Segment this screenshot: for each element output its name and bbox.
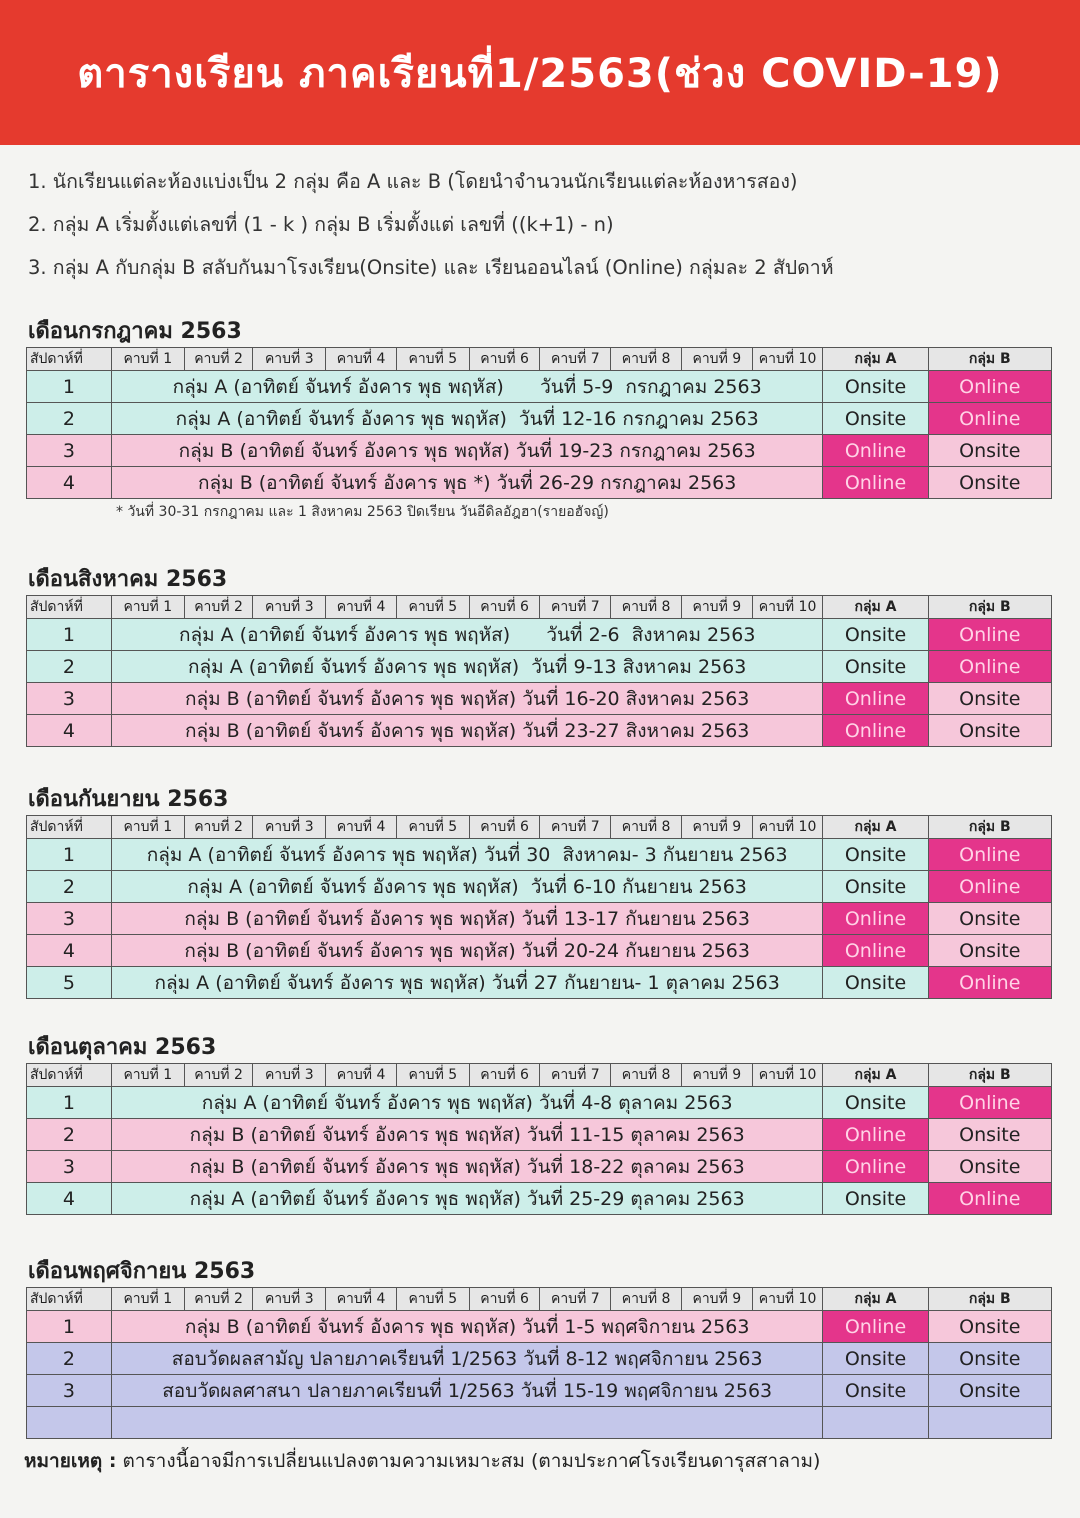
month-title: เดือนกรกฎาคม 2563 — [28, 319, 242, 344]
header-period: คาบที่ 2 — [184, 596, 253, 619]
header-period: คาบที่ 1 — [111, 816, 184, 839]
table-row — [27, 1343, 1052, 1375]
week-number: 1 — [27, 371, 112, 403]
week-description: กลุ่ม A (อาทิตย์ จันทร์ อังคาร พุธ พฤหัส) วันที่ 12-16 กรกฎาคม 2563 — [111, 403, 823, 435]
remark-text: ตารางนี้อาจมีการเปลี่ยนแปลงตามความเหมาะสม (ตามประกาศโรงเรียนดารุสสาลาม) — [116, 1450, 821, 1472]
group-a-status: Online — [823, 467, 928, 499]
table-row — [27, 935, 1052, 967]
week-number: 4 — [27, 467, 112, 499]
header-period: คาบที่ 5 — [396, 596, 469, 619]
week-number: 4 — [27, 715, 112, 747]
month-section — [26, 318, 1052, 523]
header-period: คาบที่ 3 — [253, 348, 326, 371]
remark-label: หมายเหตุ : — [24, 1450, 117, 1472]
header-group-b: กลุ่ม B — [928, 816, 1051, 839]
group-a-status: Onsite — [823, 1183, 928, 1215]
week-description: กลุ่ม B (อาทิตย์ จันทร์ อังคาร พุธ พฤหัส) วันที่ 1-5 พฤศจิกายน 2563 — [111, 1311, 823, 1343]
rule-item: 3. กลุ่ม A กับกลุ่ม B สลับกันมาโรงเรียน(Onsite) และ เรียนออนไลน์ (Online) กลุ่มละ 2 สัปดาห์ — [28, 256, 834, 279]
header-group-b: กลุ่ม B — [928, 1288, 1051, 1311]
header-group-b: กลุ่ม B — [928, 596, 1051, 619]
header-period: คาบที่ 4 — [326, 816, 397, 839]
table-row — [27, 1375, 1052, 1407]
group-b-status: Online — [928, 403, 1051, 435]
header-period: คาบที่ 5 — [396, 1288, 469, 1311]
header-period: คาบที่ 8 — [611, 348, 682, 371]
header-group-a: กลุ่ม A — [823, 596, 928, 619]
week-number: 1 — [27, 619, 112, 651]
header-period: คาบที่ 7 — [540, 816, 611, 839]
group-a-status: Online — [823, 683, 928, 715]
header-period: คาบที่ 7 — [540, 348, 611, 371]
week-number: 3 — [27, 903, 112, 935]
rule-item: 2. กลุ่ม A เริ่มตั้งแต่เลขที่ (1 - k ) กลุ่ม B เริ่มตั้งแต่ เลขที่ ((k+1) - n) — [28, 213, 614, 236]
month-title: เดือนสิงหาคม 2563 — [28, 567, 228, 592]
table-row — [27, 371, 1052, 403]
table-row — [27, 903, 1052, 935]
week-description: กลุ่ม B (อาทิตย์ จันทร์ อังคาร พุธ พฤหัส) วันที่ 13-17 กันยายน 2563 — [111, 903, 823, 935]
header-period: คาบที่ 8 — [611, 596, 682, 619]
header-period: คาบที่ 4 — [326, 1288, 397, 1311]
header-period: คาบที่ 9 — [681, 1064, 752, 1087]
header-period: คาบที่ 6 — [469, 816, 540, 839]
week-description: กลุ่ม A (อาทิตย์ จันทร์ อังคาร พุธ พฤหัส) วันที่ 27 กันยายน- 1 ตุลาคม 2563 — [111, 967, 823, 999]
week-number: 5 — [27, 967, 112, 999]
week-description: กลุ่ม B (อาทิตย์ จันทร์ อังคาร พุธ พฤหัส) วันที่ 18-22 ตุลาคม 2563 — [111, 1151, 823, 1183]
group-a-status: Onsite — [823, 371, 928, 403]
header-period: คาบที่ 9 — [681, 816, 752, 839]
table-header-row — [27, 816, 1052, 839]
week-description: กลุ่ม A (อาทิตย์ จันทร์ อังคาร พุธ พฤหัส) วันที่ 2-6 สิงหาคม 2563 — [111, 619, 823, 651]
header-week: สัปดาห์ที่ — [27, 1288, 112, 1311]
header-period: คาบที่ 9 — [681, 1288, 752, 1311]
table-row — [27, 467, 1052, 499]
header-period: คาบที่ 10 — [752, 1288, 823, 1311]
header-period: คาบที่ 2 — [184, 816, 253, 839]
rules-list — [28, 160, 1058, 289]
header-period: คาบที่ 6 — [469, 596, 540, 619]
header-period: คาบที่ 5 — [396, 348, 469, 371]
header-period: คาบที่ 5 — [396, 1064, 469, 1087]
week-description: กลุ่ม B (อาทิตย์ จันทร์ อังคาร พุธ พฤหัส) วันที่ 19-23 กรกฎาคม 2563 — [111, 435, 823, 467]
header-period: คาบที่ 9 — [681, 348, 752, 371]
header-period: คาบที่ 4 — [326, 596, 397, 619]
month-footnote: * วันที่ 30-31 กรกฎาคม และ 1 สิงหาคม 2563 ปิดเรียน วันอีดิลอัฎฮา(รายอฮัจญ์) — [116, 504, 609, 520]
header-period: คาบที่ 6 — [469, 1064, 540, 1087]
group-b-status: Onsite — [928, 715, 1051, 747]
header-period: คาบที่ 6 — [469, 348, 540, 371]
header-period: คาบที่ 4 — [326, 348, 397, 371]
group-b-status — [928, 1407, 1051, 1439]
week-description — [111, 1407, 823, 1439]
week-description: กลุ่ม B (อาทิตย์ จันทร์ อังคาร พุธ พฤหัส) วันที่ 23-27 สิงหาคม 2563 — [111, 715, 823, 747]
month-title: เดือนกันยายน 2563 — [28, 787, 229, 812]
header-period: คาบที่ 3 — [253, 596, 326, 619]
group-b-status: Onsite — [928, 1151, 1051, 1183]
header-period: คาบที่ 1 — [111, 1288, 184, 1311]
header-period: คาบที่ 8 — [611, 816, 682, 839]
group-b-status: Onsite — [928, 1311, 1051, 1343]
group-a-status: Online — [823, 1151, 928, 1183]
schedule-table — [26, 1287, 1052, 1439]
group-b-status: Online — [928, 619, 1051, 651]
table-row — [27, 403, 1052, 435]
group-b-status: Online — [928, 839, 1051, 871]
week-number: 2 — [27, 1343, 112, 1375]
group-b-status: Online — [928, 371, 1051, 403]
table-header-row — [27, 1064, 1052, 1087]
header-week: สัปดาห์ที่ — [27, 348, 112, 371]
header-period: คาบที่ 7 — [540, 596, 611, 619]
week-number: 2 — [27, 1119, 112, 1151]
header-period: คาบที่ 7 — [540, 1288, 611, 1311]
remark-note — [24, 1446, 820, 1476]
header-period: คาบที่ 2 — [184, 1288, 253, 1311]
header-period: คาบที่ 1 — [111, 348, 184, 371]
week-description: สอบวัดผลศาสนา ปลายภาคเรียนที่ 1/2563 วันที่ 15-19 พฤศจิกายน 2563 — [111, 1375, 823, 1407]
table-header-row — [27, 348, 1052, 371]
header-week: สัปดาห์ที่ — [27, 1064, 112, 1087]
group-a-status: Onsite — [823, 1375, 928, 1407]
header-period: คาบที่ 10 — [752, 348, 823, 371]
group-b-status: Online — [928, 871, 1051, 903]
schedule-table — [26, 595, 1052, 747]
group-b-status: Online — [928, 967, 1051, 999]
week-description: สอบวัดผลสามัญ ปลายภาคเรียนที่ 1/2563 วันที่ 8-12 พฤศจิกายน 2563 — [111, 1343, 823, 1375]
week-number: 3 — [27, 683, 112, 715]
group-a-status: Onsite — [823, 839, 928, 871]
week-description: กลุ่ม B (อาทิตย์ จันทร์ อังคาร พุธ *) วันที่ 26-29 กรกฎาคม 2563 — [111, 467, 823, 499]
table-row — [27, 1119, 1052, 1151]
header-group-a: กลุ่ม A — [823, 348, 928, 371]
header-period: คาบที่ 10 — [752, 596, 823, 619]
header-period: คาบที่ 3 — [253, 1288, 326, 1311]
header-group-b: กลุ่ม B — [928, 1064, 1051, 1087]
week-number: 4 — [27, 935, 112, 967]
month-title: เดือนตุลาคม 2563 — [28, 1035, 217, 1060]
month-section — [26, 1034, 1052, 1215]
title-banner — [0, 0, 1080, 145]
week-description: กลุ่ม A (อาทิตย์ จันทร์ อังคาร พุธ พฤหัส) วันที่ 25-29 ตุลาคม 2563 — [111, 1183, 823, 1215]
week-number: 2 — [27, 871, 112, 903]
group-b-status: Onsite — [928, 1375, 1051, 1407]
week-number: 3 — [27, 1375, 112, 1407]
header-group-a: กลุ่ม A — [823, 1064, 928, 1087]
table-row — [27, 651, 1052, 683]
group-b-status: Onsite — [928, 1119, 1051, 1151]
schedule-table — [26, 1063, 1052, 1215]
group-a-status: Online — [823, 903, 928, 935]
group-b-status: Onsite — [928, 903, 1051, 935]
week-description: กลุ่ม B (อาทิตย์ จันทร์ อังคาร พุธ พฤหัส) วันที่ 11-15 ตุลาคม 2563 — [111, 1119, 823, 1151]
week-number: 2 — [27, 651, 112, 683]
group-a-status: Onsite — [823, 1087, 928, 1119]
table-header-row — [27, 596, 1052, 619]
header-week: สัปดาห์ที่ — [27, 816, 112, 839]
schedule-table — [26, 347, 1052, 499]
group-a-status: Onsite — [823, 619, 928, 651]
week-description: กลุ่ม A (อาทิตย์ จันทร์ อังคาร พุธ พฤหัส) วันที่ 30 สิงหาคม- 3 กันยายน 2563 — [111, 839, 823, 871]
week-number: 3 — [27, 1151, 112, 1183]
group-b-status: Online — [928, 651, 1051, 683]
header-group-a: กลุ่ม A — [823, 816, 928, 839]
header-period: คาบที่ 3 — [253, 1064, 326, 1087]
header-week: สัปดาห์ที่ — [27, 596, 112, 619]
header-period: คาบที่ 8 — [611, 1064, 682, 1087]
table-row — [27, 1151, 1052, 1183]
week-number: 1 — [27, 1087, 112, 1119]
table-row — [27, 1407, 1052, 1439]
group-a-status: Online — [823, 1119, 928, 1151]
group-b-status: Onsite — [928, 683, 1051, 715]
month-section — [26, 1258, 1052, 1439]
table-row — [27, 871, 1052, 903]
week-number: 1 — [27, 1311, 112, 1343]
month-section — [26, 786, 1052, 999]
week-number: 4 — [27, 1183, 112, 1215]
header-period: คาบที่ 4 — [326, 1064, 397, 1087]
group-a-status: Onsite — [823, 1343, 928, 1375]
header-period: คาบที่ 10 — [752, 1064, 823, 1087]
rule-item: 1. นักเรียนแต่ละห้องแบ่งเป็น 2 กลุ่ม คือ A และ B (โดยนำจำนวนนักเรียนแต่ละห้องหารสอง) — [28, 170, 798, 193]
header-group-b: กลุ่ม B — [928, 348, 1051, 371]
group-b-status: Online — [928, 1183, 1051, 1215]
table-row — [27, 619, 1052, 651]
group-a-status: Online — [823, 715, 928, 747]
table-row — [27, 839, 1052, 871]
week-description: กลุ่ม A (อาทิตย์ จันทร์ อังคาร พุธ พฤหัส) วันที่ 9-13 สิงหาคม 2563 — [111, 651, 823, 683]
month-section — [26, 566, 1052, 747]
header-period: คาบที่ 10 — [752, 816, 823, 839]
group-a-status: Onsite — [823, 651, 928, 683]
header-period: คาบที่ 2 — [184, 348, 253, 371]
group-b-status: Onsite — [928, 1343, 1051, 1375]
page-title: ตารางเรียน ภาคเรียนที่1/2563(ช่วง COVID-19) — [77, 50, 1003, 97]
group-a-status: Online — [823, 1311, 928, 1343]
group-a-status: Online — [823, 435, 928, 467]
table-row — [27, 1087, 1052, 1119]
header-period: คาบที่ 5 — [396, 816, 469, 839]
week-number: 3 — [27, 435, 112, 467]
group-a-status: Onsite — [823, 403, 928, 435]
header-period: คาบที่ 8 — [611, 1288, 682, 1311]
week-description: กลุ่ม A (อาทิตย์ จันทร์ อังคาร พุธ พฤหัส) วันที่ 5-9 กรกฎาคม 2563 — [111, 371, 823, 403]
group-a-status: Online — [823, 935, 928, 967]
week-description: กลุ่ม A (อาทิตย์ จันทร์ อังคาร พุธ พฤหัส) วันที่ 4-8 ตุลาคม 2563 — [111, 1087, 823, 1119]
header-period: คาบที่ 7 — [540, 1064, 611, 1087]
week-number — [27, 1407, 112, 1439]
group-a-status: Onsite — [823, 967, 928, 999]
group-b-status: Online — [928, 1087, 1051, 1119]
schedule-table — [26, 815, 1052, 999]
group-a-status: Onsite — [823, 871, 928, 903]
week-description: กลุ่ม B (อาทิตย์ จันทร์ อังคาร พุธ พฤหัส) วันที่ 20-24 กันยายน 2563 — [111, 935, 823, 967]
week-number: 1 — [27, 839, 112, 871]
group-b-status: Onsite — [928, 435, 1051, 467]
table-row — [27, 435, 1052, 467]
table-row — [27, 967, 1052, 999]
header-period: คาบที่ 1 — [111, 1064, 184, 1087]
table-row — [27, 715, 1052, 747]
header-period: คาบที่ 6 — [469, 1288, 540, 1311]
group-b-status: Onsite — [928, 935, 1051, 967]
header-period: คาบที่ 3 — [253, 816, 326, 839]
month-title: เดือนพฤศจิกายน 2563 — [28, 1259, 256, 1284]
week-description: กลุ่ม B (อาทิตย์ จันทร์ อังคาร พุธ พฤหัส) วันที่ 16-20 สิงหาคม 2563 — [111, 683, 823, 715]
table-row — [27, 1311, 1052, 1343]
header-period: คาบที่ 2 — [184, 1064, 253, 1087]
group-a-status — [823, 1407, 928, 1439]
group-b-status: Onsite — [928, 467, 1051, 499]
week-description: กลุ่ม A (อาทิตย์ จันทร์ อังคาร พุธ พฤหัส) วันที่ 6-10 กันยายน 2563 — [111, 871, 823, 903]
table-header-row — [27, 1288, 1052, 1311]
header-period: คาบที่ 1 — [111, 596, 184, 619]
week-number: 2 — [27, 403, 112, 435]
table-row — [27, 683, 1052, 715]
header-period: คาบที่ 9 — [681, 596, 752, 619]
table-row — [27, 1183, 1052, 1215]
header-group-a: กลุ่ม A — [823, 1288, 928, 1311]
